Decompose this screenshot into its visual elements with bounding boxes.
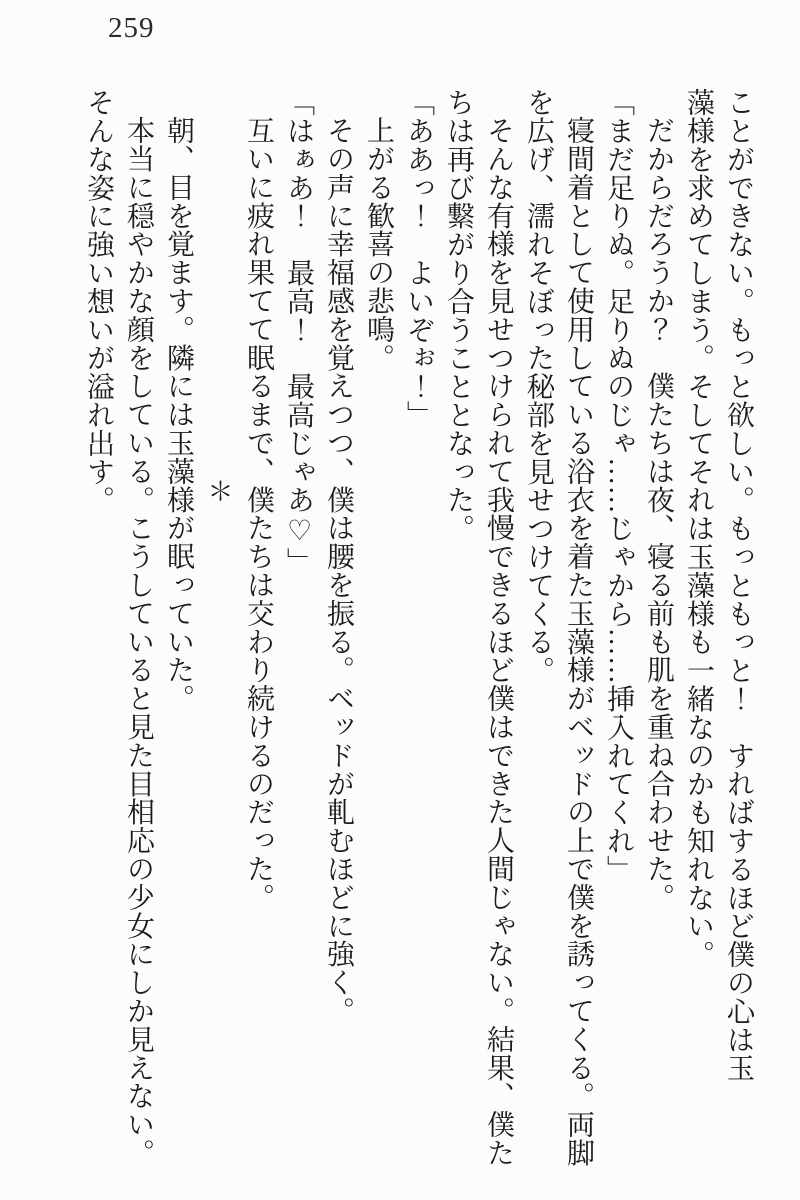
vertical-text-block (70, 88, 758, 1173)
dialogue-line: 「まだ足りぬ。足りぬのじゃ……じゃから……挿入れてくれ」 (603, 88, 634, 884)
text-line: 朝、目を覚ます。隣には玉藻様が眠っていた。 (163, 116, 194, 713)
text-line: 藻様を求めてしまう。そしてそれは玉藻様も一緒なのかも知れない。 (683, 88, 714, 969)
dialogue-line: 「はぁあ！ 最高！ 最高じゃあ♡」 (283, 88, 314, 576)
section-separator: ＊ (204, 478, 233, 505)
text-line: を広げ、濡れそぼった秘部を見せつけてくる。 (523, 88, 554, 685)
text-line: ことができない。もっと欲しい。もっともっと！ すればするほど僕の心は玉 (723, 88, 754, 1082)
text-line: 互いに疲れ果てて眠るまで、僕たちは交わり続けるのだった。 (243, 116, 274, 912)
dialogue-line: 「ああっ！ よいぞぉ！」 (403, 88, 434, 429)
text-line: 上がる歓喜の悲鳴。 (363, 116, 394, 372)
text-line: そんな姿に強い想いが溢れ出す。 (83, 88, 114, 514)
text-line: そんな有様を見せつけられて我慢できるほど僕はできた人間じゃない。結果、僕た (483, 116, 514, 1167)
text-line: ちは再び繋がり合うこととなった。 (443, 88, 474, 543)
text-line: 寝間着として使用している浴衣を着た玉藻様がベッドの上で僕を誘ってくる。両脚 (563, 116, 594, 1167)
text-line: その声に幸福感を覚えつつ、僕は腰を振る。ベッドが軋むほどに強く。 (323, 116, 354, 1025)
text-line: だからだろうか？ 僕たちは夜、寝る前も肌を重ね合わせた。 (643, 116, 674, 912)
page-number: 259 (108, 12, 155, 44)
text-line: 本当に穏やかな顔をしている。こうしていると見た目相応の少女にしか見えない。 (123, 116, 154, 1167)
